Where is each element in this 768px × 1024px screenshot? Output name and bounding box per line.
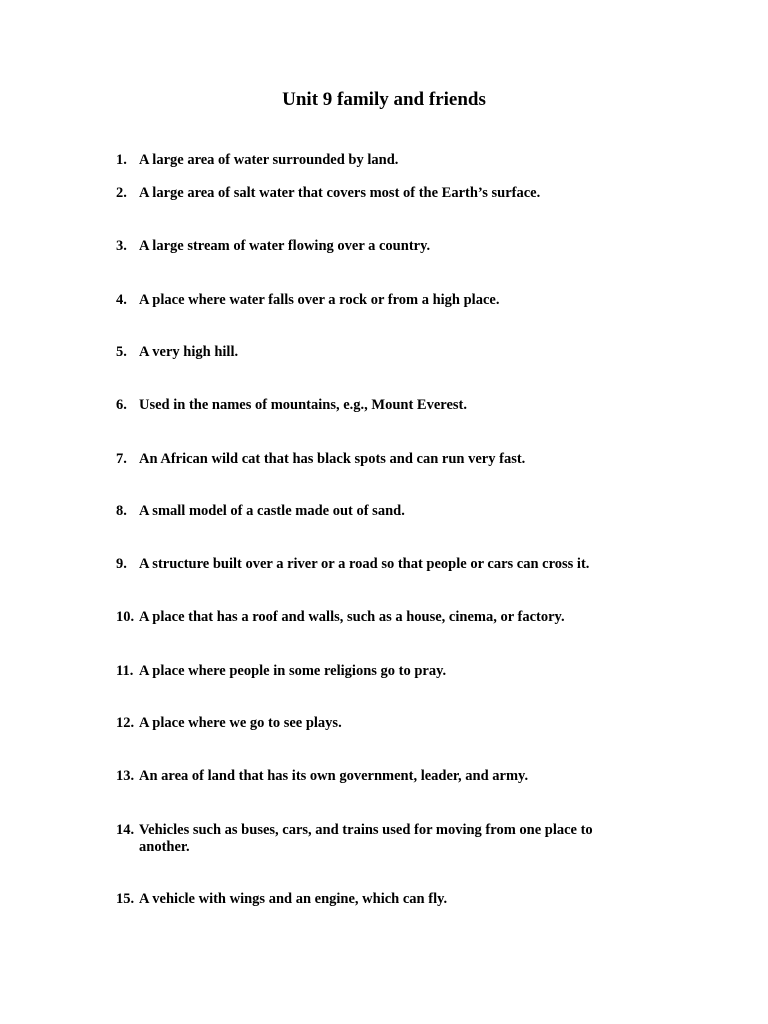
list-item bbox=[116, 238, 646, 255]
list-item bbox=[116, 397, 646, 414]
list-item bbox=[116, 609, 646, 626]
item-text: A place where water falls over a rock or from a high place. bbox=[139, 292, 500, 308]
item-number: 6. bbox=[116, 397, 127, 413]
list-item bbox=[116, 715, 646, 732]
list-item bbox=[116, 503, 646, 520]
item-number: 10. bbox=[116, 609, 135, 625]
item-number: 15. bbox=[116, 891, 135, 907]
item-text: A place that has a roof and walls, such as a house, cinema, or factory. bbox=[139, 609, 565, 625]
item-text: A large area of salt water that covers most of the Earth’s surface. bbox=[139, 185, 541, 201]
item-text: A small model of a castle made out of sand. bbox=[139, 503, 405, 519]
list-item bbox=[116, 185, 646, 202]
item-number: 2. bbox=[116, 185, 127, 201]
item-text: A large area of water surrounded by land. bbox=[139, 152, 399, 168]
list-item bbox=[116, 152, 646, 169]
item-text: An African wild cat that has black spots and can run very fast. bbox=[139, 451, 526, 467]
list-item bbox=[116, 292, 646, 309]
item-text: A place where people in some religions go to pray. bbox=[139, 663, 447, 679]
item-number: 7. bbox=[116, 451, 127, 467]
page-title: Unit 9 family and friends bbox=[282, 89, 486, 110]
list-item bbox=[116, 451, 646, 468]
list-item bbox=[116, 556, 646, 573]
item-text: A very high hill. bbox=[139, 344, 239, 360]
item-number: 4. bbox=[116, 292, 127, 308]
item-text: Vehicles such as buses, cars, and trains used for moving from one place to another. bbox=[139, 822, 593, 855]
item-text: A place where we go to see plays. bbox=[139, 715, 342, 731]
item-text: A large stream of water flowing over a country. bbox=[139, 238, 431, 254]
item-number: 14. bbox=[116, 822, 135, 838]
item-text: A vehicle with wings and an engine, which can fly. bbox=[139, 891, 448, 907]
list-item bbox=[116, 344, 646, 361]
list-item bbox=[116, 768, 646, 785]
item-number: 12. bbox=[116, 715, 135, 731]
item-number: 8. bbox=[116, 503, 127, 519]
item-text: A structure built over a river or a road so that people or cars can cross it. bbox=[139, 556, 590, 572]
list-item bbox=[116, 663, 646, 680]
item-number: 11. bbox=[116, 663, 134, 679]
item-number: 13. bbox=[116, 768, 135, 784]
list-item bbox=[116, 891, 646, 908]
item-text: Used in the names of mountains, e.g., Mount Everest. bbox=[139, 397, 467, 413]
item-text: An area of land that has its own government, leader, and army. bbox=[139, 768, 529, 784]
item-number: 1. bbox=[116, 152, 127, 168]
item-number: 9. bbox=[116, 556, 127, 572]
item-number: 3. bbox=[116, 238, 127, 254]
item-number: 5. bbox=[116, 344, 127, 360]
list-item bbox=[116, 822, 646, 856]
